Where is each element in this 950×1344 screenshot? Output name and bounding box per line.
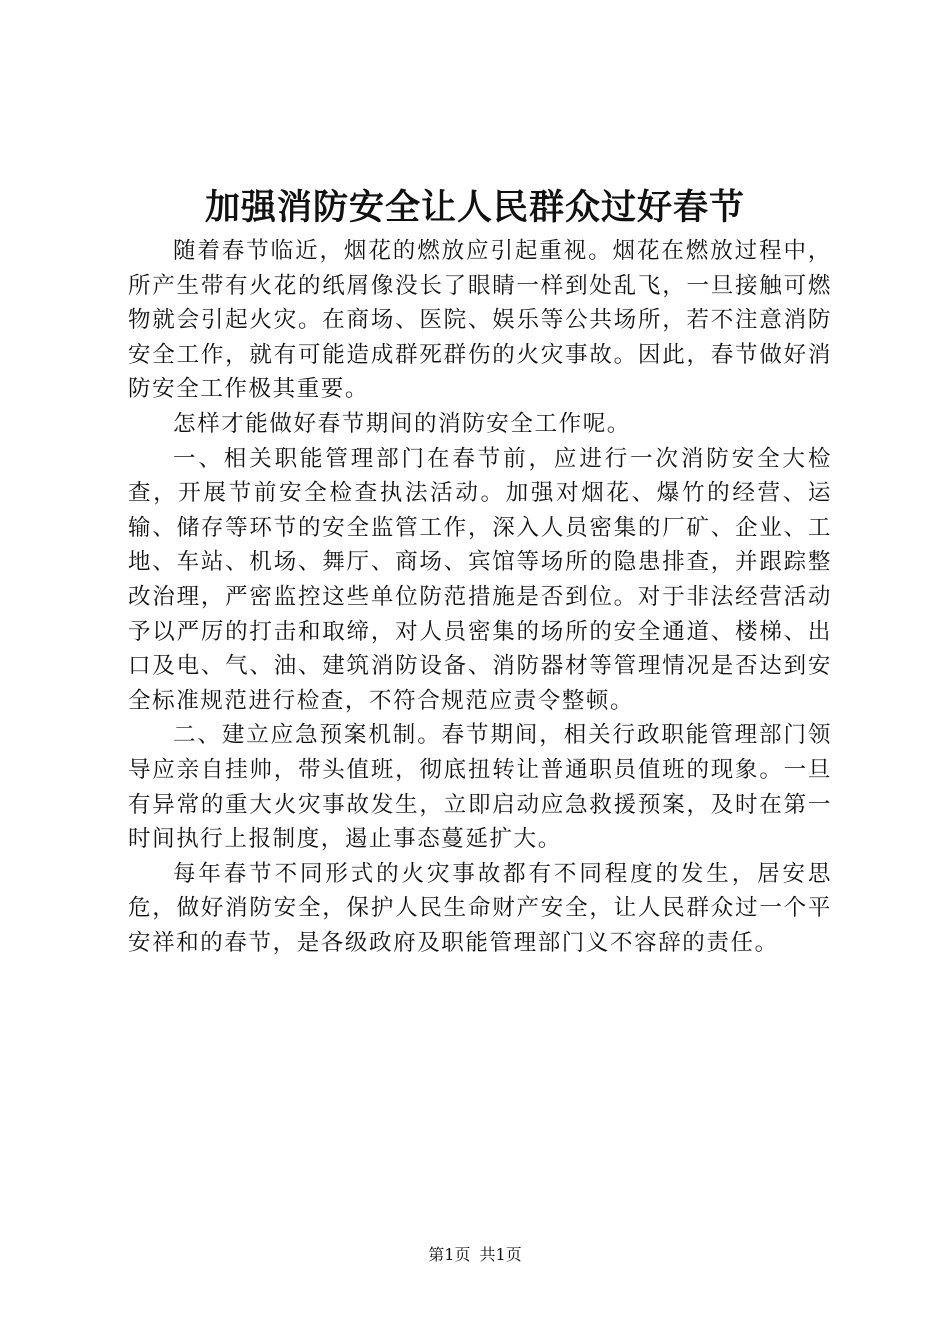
- paragraph-intro: 随着春节临近，烟花的燃放应引起重视。烟花在燃放过程中，所产生带有火花的纸屑像没长了眼睛一样到处乱飞，一旦接触可燃物就会引起火灾。在商场、医院、娱乐等公共场所，若不注意消防安全工作，就有可能造成群死群伤的火灾事故。因此，春节做好消防安全工作极其重要。: [128, 238, 832, 403]
- paragraph-point-one: 一、相关职能管理部门在春节前，应进行一次消防安全大检查，开展节前安全检查执法活动。加强对烟花、爆竹的经营、运输、储存等环节的安全监管工作，深入人员密集的厂矿、企业、工地、车站、机场、舞厅、商场、宾馆等场所的隐患排查，并跟踪整改治理，严密监控这些单位防范措施是否到位。对于非法经营活动予以严厉的打击和取缔，对人员密集的场所的安全通道、楼梯、出口及电、气、油、建筑消防设备、消防器材等管理情况是否达到安全标准规范进行检查，不符合规范应责令整顿。: [128, 445, 832, 714]
- page-total: 共1页: [479, 1245, 522, 1264]
- document-body: [128, 234, 832, 960]
- page-number: 第1页: [428, 1245, 471, 1264]
- paragraph-point-two: 二、建立应急预案机制。春节期间，相关行政职能管理部门领导应亲自挂帅，带头值班，彻底扭转让普通职员值班的现象。一旦有异常的重大火灾事故发生，立即启动应急救援预案，及时在第一时间执行上报制度，遏止事态蔓延扩大。: [128, 722, 832, 853]
- paragraph-question: 怎样才能做好春节期间的消防安全工作呢。: [173, 410, 631, 437]
- document-title: 加强消防安全让人民群众过好春节: [204, 187, 745, 228]
- page-footer: [0, 1244, 950, 1266]
- paragraph-conclusion: 每年春节不同形式的火灾事故都有不同程度的发生，居安思危，做好消防安全，保护人民生命财产安全，让人民群众过一个平安祥和的春节，是各级政府及职能管理部门义不容辞的责任。: [128, 860, 832, 956]
